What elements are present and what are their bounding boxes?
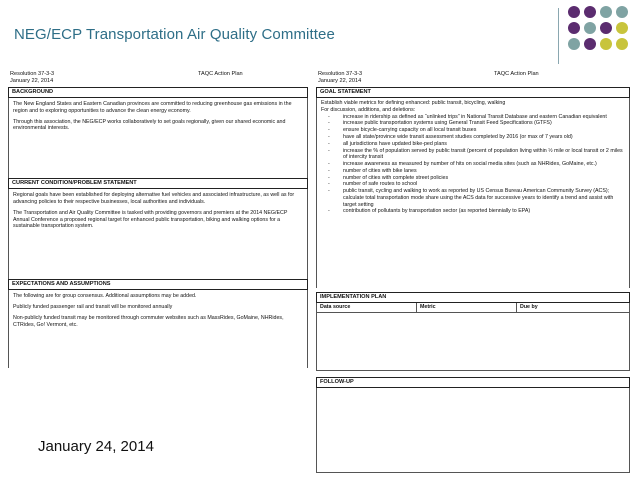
- expectations-paragraph: Publicly funded passenger rail and transit will be monitored annually: [13, 304, 173, 311]
- implementation-plan-table-body: [316, 313, 630, 371]
- document-date: January 22, 2014: [318, 78, 362, 84]
- list-item: - ensure bicycle-carrying capacity on all local transit buses: [321, 127, 625, 134]
- implementation-table-header: [316, 303, 630, 313]
- background-heading: BACKGROUND: [8, 87, 308, 98]
- list-item: - all jurisdictions have updated bike-ped plans: [321, 141, 625, 148]
- list-item: - increase public transportation systems using General Transit Feed Specifications (GTFS): [321, 120, 625, 127]
- decor-dot: [584, 22, 596, 34]
- current-condition-body: [8, 189, 308, 279]
- decor-dot: [600, 6, 612, 18]
- goal-statement-body: [316, 98, 630, 288]
- goal-intro: Establish viable metrics for defining enhanced: public transit, bicycling, walking: [321, 100, 506, 107]
- decor-dot: [616, 38, 628, 50]
- current-condition-heading: CURRENT CONDITION/PROBLEM STATEMENT: [8, 178, 308, 189]
- decor-dot: [616, 22, 628, 34]
- action-plan-page-right: [316, 71, 630, 473]
- expectations-paragraph: The following are for group consensus. Additional assumptions may be added.: [13, 293, 197, 300]
- divider-line: [558, 8, 559, 64]
- follow-up-heading: FOLLOW-UP: [316, 377, 630, 388]
- goal-statement-heading: GOAL STATEMENT: [316, 87, 630, 98]
- background-paragraph: Through this association, the NEG/ECP works collaboratively to set goals regionally, given our shared economic and environmental interests.: [13, 118, 286, 132]
- decor-dot: [616, 6, 628, 18]
- current-condition-paragraph: The Transportation and Air Quality Committee is tasked with providing governors and premiers at the 2014 NEG/ECP Annual Conference a proposed regional target for enhanced public transportation, biking and walking options for a sustainable transportation system.: [13, 209, 288, 230]
- background-body: [8, 98, 308, 178]
- page-header: [8, 71, 308, 87]
- list-item: - increase in ridership as defined as “unlinked trips” in National Transit Database and eastern Canadian equivalent: [321, 114, 625, 121]
- decor-dot: [568, 38, 580, 50]
- goal-metrics-list: [321, 114, 625, 215]
- list-item: - public transit, cycling and walking to work as reported by US Census Bureau American Community Survey (ACS); calculate total transportation mode share using the ACS data for successive years to identify a trend and assist with target setting: [321, 188, 625, 208]
- page-header: [316, 71, 630, 87]
- column-header-due-by: Due by: [520, 304, 538, 311]
- column-header-data-source: Data source: [317, 303, 417, 312]
- implementation-plan-heading: IMPLEMENTATION PLAN: [316, 292, 630, 303]
- resolution-number: Resolution 37-3-3: [10, 71, 55, 77]
- background-paragraph: The New England States and Eastern Canadian provinces are committed to reducing greenhouse gas emissions in the region and to exploring opportunities to advance the clean energy economy.: [13, 101, 292, 114]
- decor-dot: [584, 6, 596, 18]
- goal-lead: For discussion, additions, and deletions:: [321, 106, 416, 113]
- expectations-heading: EXPECTATIONS AND ASSUMPTIONS: [8, 279, 308, 290]
- action-plan-page-left: [8, 71, 308, 368]
- decor-dot: [584, 38, 596, 50]
- decor-dot: [568, 6, 580, 18]
- list-item: - increase awareness as measured by number of hits on social media sites (such as NHRides, GoMaine, etc.): [321, 161, 625, 168]
- expectations-body: [8, 290, 308, 368]
- document-date: January 22, 2014: [10, 78, 54, 84]
- list-item: - number of cities with bike lanes: [321, 168, 625, 175]
- expectations-paragraph: Non-publicly funded transit may be monitored through commuter websites such as MassRides, GoMaine, NHRides, CTRides, Go! Vermont, etc.: [13, 315, 284, 328]
- plan-name: TAQC Action Plan: [198, 71, 243, 77]
- current-condition-paragraph: Regional goals have been established for deploying alternative fuel vehicles and associated infrastructure, as well as for advancing policies to their respective businesses, local authorities and individuals.: [13, 192, 295, 206]
- resolution-number: Resolution 37-3-3: [318, 71, 363, 77]
- list-item: - contribution of pollutants by transportation sector (as reported biennially to EPA): [321, 208, 625, 215]
- decor-dot: [600, 22, 612, 34]
- follow-up-body: [316, 388, 630, 473]
- list-item: - have all state/province wide transit assessment studies completed by 2016 (or max of 7 years old): [321, 134, 625, 141]
- footer-date: January 24, 2014: [38, 438, 154, 455]
- list-item: - number of safe routes to school: [321, 181, 625, 188]
- list-item: - number of cities with complete street policies: [321, 175, 625, 182]
- plan-name: TAQC Action Plan: [494, 71, 539, 77]
- column-header-metric: Metric: [417, 303, 517, 312]
- slide-title: NEG/ECP Transportation Air Quality Committee: [14, 26, 335, 43]
- decor-dot: [600, 38, 612, 50]
- list-item: - increase the % of population served by public transit (percent of population living within ½ mile or local transit or 2 miles of intercity transit: [321, 148, 625, 162]
- decor-dot: [568, 22, 580, 34]
